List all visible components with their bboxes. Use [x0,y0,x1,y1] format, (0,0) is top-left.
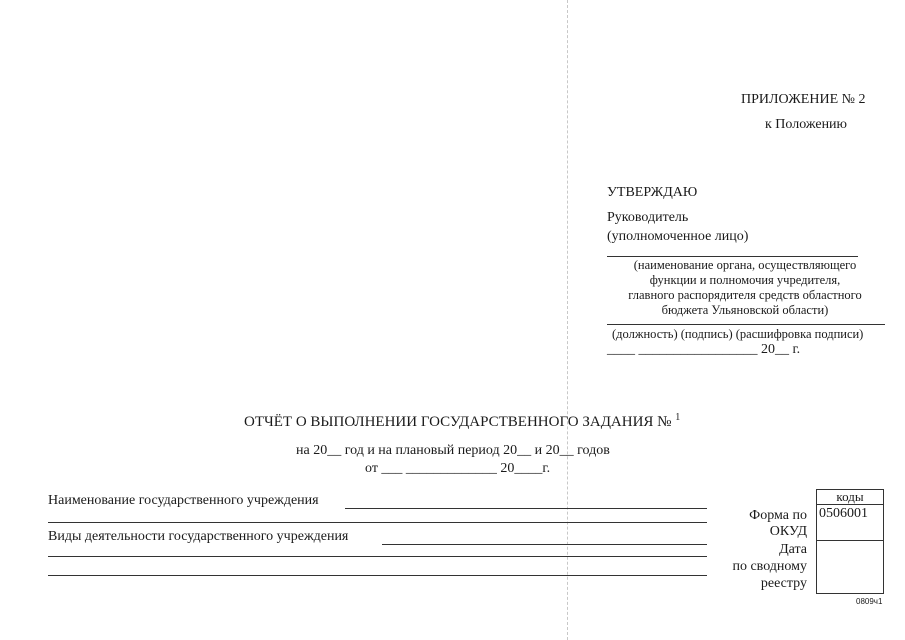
authorized-label: (уполномоченное лицо) [607,229,749,244]
date-label-3: реестру [760,576,807,591]
institution-name-field-2[interactable] [48,522,707,523]
report-date: от ___ _____________ 20____г. [365,461,551,476]
date-label-1: Дата [779,542,807,557]
appendix-number: ПРИЛОЖЕНИЕ № 2 [741,92,866,107]
okud-code: 0506001 [817,505,883,541]
org-caption-line: главного распорядителя средств областного [628,288,862,302]
codes-table [816,489,884,594]
institution-name-label: Наименование государственного учреждения [48,493,319,508]
org-caption-line: бюджета Ульяновской области) [661,303,829,317]
report-period: на 20__ год и на плановый период 20__ и 20__ годов [296,443,610,458]
signature-line [607,324,885,325]
head-label: Руководитель [607,210,689,225]
approval-date-line: ____ _________________ 20__ г. [607,342,801,357]
okud-label-1: Форма по [749,508,807,523]
approve-heading: УТВЕРЖДАЮ [607,185,698,200]
org-name-line [607,256,858,257]
institution-name-field[interactable] [345,508,707,509]
activity-types-label: Виды деятельности государственного учреждения [48,529,349,544]
org-caption [605,258,885,318]
activity-types-field[interactable] [382,544,707,545]
org-caption-line: (наименование органа, осуществляющего [633,258,857,272]
activity-types-field-2[interactable] [48,556,707,557]
footnote-mark: 1 [675,412,681,423]
org-caption-line: функции и полномочия учредителя, [649,273,841,287]
date-label-2: по сводному [732,559,807,574]
report-title [244,410,680,430]
form-stamp: 0809ч1 [856,597,883,606]
codes-header: коды [817,490,883,505]
signature-caption: (должность) (подпись) (расшифровка подписи) [612,327,864,341]
activity-types-field-3[interactable] [48,575,707,576]
okud-label-2: ОКУД [769,524,807,539]
report-title-text: ОТЧЁТ О ВЫПОЛНЕНИИ ГОСУДАРСТВЕННОГО ЗАДАНИЯ № [244,414,672,430]
appendix-reference: к Положению [765,117,848,132]
